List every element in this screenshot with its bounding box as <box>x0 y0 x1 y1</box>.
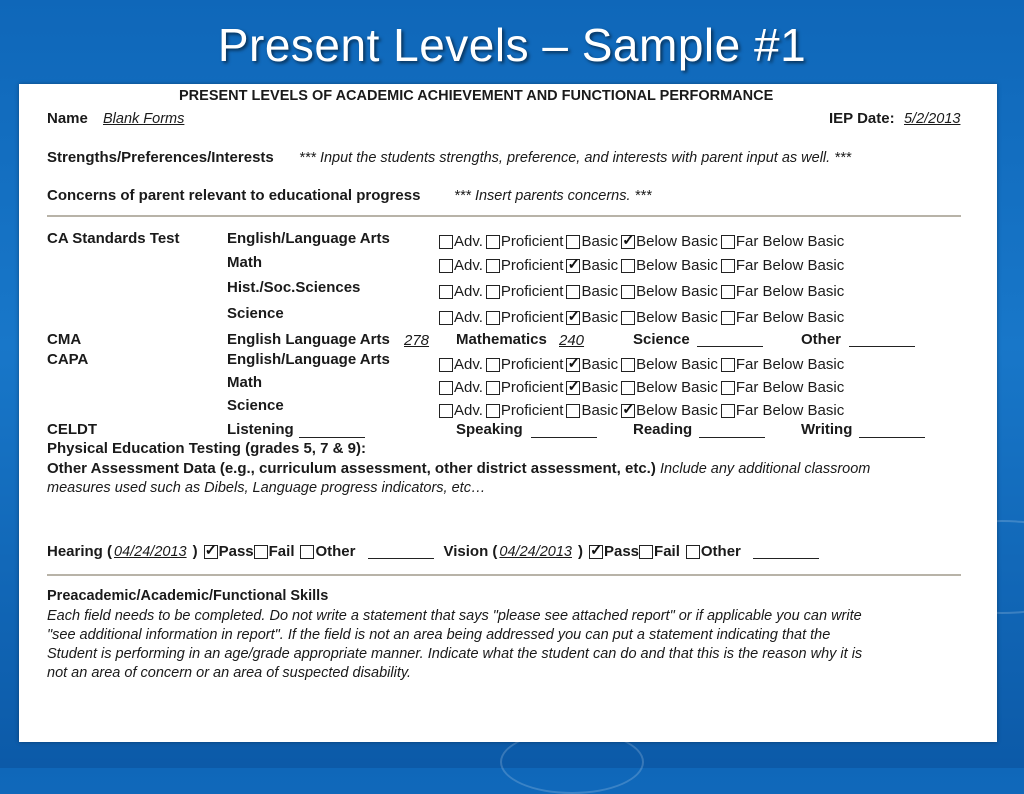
hearing-other-blank[interactable] <box>368 545 434 559</box>
rating-checkbox[interactable] <box>566 404 580 418</box>
name-value[interactable]: Blank Forms <box>103 111 185 127</box>
strengths-label: Strengths/Preferences/Interests <box>47 149 274 166</box>
rating-checkbox[interactable] <box>721 285 735 299</box>
cma-other-label: Other <box>801 331 842 348</box>
vision-pass-checkbox[interactable] <box>589 545 603 559</box>
skills-line[interactable]: Student is performing in an age/grade appropriate manner. Indicate what the student can do and that this is the reason why it is <box>47 646 863 662</box>
rating-checkbox[interactable] <box>439 311 453 325</box>
vision-other-checkbox[interactable] <box>686 545 700 559</box>
celdt-reading-label: Reading <box>633 421 693 438</box>
cst-row-hist <box>439 283 847 300</box>
cma-label: CMA <box>47 331 82 348</box>
vision-close: ) <box>577 543 583 560</box>
rating-checkbox[interactable] <box>439 381 453 395</box>
rating-option-label: Basic <box>581 402 619 419</box>
rating-checkbox[interactable] <box>439 285 453 299</box>
rating-option-label: Below Basic <box>636 257 718 274</box>
hearing-fail-label: Fail <box>268 543 295 560</box>
celdt-listening-label: Listening <box>227 421 294 438</box>
rating-option-label: Below Basic <box>636 233 718 250</box>
rating-option-label: Basic <box>581 257 619 274</box>
rating-checkbox[interactable] <box>621 235 635 249</box>
rating-checkbox[interactable] <box>486 358 500 372</box>
rating-option-label: Far Below Basic <box>735 233 845 250</box>
rating-option-label: Basic <box>581 283 619 300</box>
vision-other-blank[interactable] <box>753 545 819 559</box>
cma-science-blank[interactable] <box>697 333 763 347</box>
cma-math-label: Mathematics <box>456 331 547 348</box>
rating-option-label: Far Below Basic <box>735 283 845 300</box>
rating-option-label: Adv. <box>454 233 483 250</box>
rating-option-label: Far Below Basic <box>735 257 845 274</box>
rating-checkbox[interactable] <box>566 381 580 395</box>
rating-option-label: Proficient <box>500 233 564 250</box>
rating-checkbox[interactable] <box>486 311 500 325</box>
rating-checkbox[interactable] <box>721 259 735 273</box>
capa-row-math <box>439 379 847 396</box>
hearing-vision-row <box>47 543 819 560</box>
hearing-fail-checkbox[interactable] <box>254 545 268 559</box>
hearing-close: ) <box>192 543 198 560</box>
capa-row-ela <box>439 356 847 373</box>
vision-fail-checkbox[interactable] <box>639 545 653 559</box>
vision-label: Vision ( <box>443 543 498 560</box>
rating-checkbox[interactable] <box>486 285 500 299</box>
rating-option-label: Proficient <box>500 402 564 419</box>
slide-title: Present Levels – Sample #1 <box>217 19 807 71</box>
rating-option-label: Below Basic <box>636 356 718 373</box>
rating-checkbox[interactable] <box>566 259 580 273</box>
celdt-reading-blank[interactable] <box>699 424 765 438</box>
vision-fail-label: Fail <box>654 543 680 560</box>
rating-option-label: Proficient <box>500 309 564 326</box>
capa-row-science <box>439 402 847 419</box>
rating-option-label: Far Below Basic <box>735 356 845 373</box>
divider <box>47 574 961 576</box>
rating-option-label: Below Basic <box>636 309 718 326</box>
rating-checkbox[interactable] <box>566 285 580 299</box>
cst-label: CA Standards Test <box>47 230 180 247</box>
cst-subject: English/Language Arts <box>227 230 390 247</box>
rating-checkbox[interactable] <box>621 404 635 418</box>
rating-checkbox[interactable] <box>721 358 735 372</box>
cma-other-blank[interactable] <box>849 333 915 347</box>
rating-checkbox[interactable] <box>486 259 500 273</box>
capa-subject: English/Language Arts <box>227 351 390 368</box>
rating-checkbox[interactable] <box>566 358 580 372</box>
other-assessment-label: Other Assessment Data (e.g., curriculum assessment, other district assessment, etc.) <box>47 460 656 477</box>
hearing-other-label: Other <box>315 543 356 560</box>
rating-option-label: Basic <box>581 379 619 396</box>
divider <box>47 215 961 217</box>
hearing-pass-label: Pass <box>218 543 254 560</box>
rating-option-label: Below Basic <box>636 283 718 300</box>
rating-option-label: Basic <box>581 309 619 326</box>
rating-checkbox[interactable] <box>721 311 735 325</box>
rating-checkbox[interactable] <box>621 358 635 372</box>
rating-option-label: Basic <box>581 233 619 250</box>
cma-math-value[interactable]: 240 <box>559 332 585 349</box>
rating-option-label: Proficient <box>500 283 564 300</box>
hearing-date[interactable]: 04/24/2013 <box>114 543 187 560</box>
rating-option-label: Proficient <box>500 257 564 274</box>
rating-checkbox[interactable] <box>621 381 635 395</box>
capa-subject: Math <box>227 374 262 391</box>
celdt-listening-blank[interactable] <box>299 424 365 438</box>
vision-pass-label: Pass <box>603 543 640 560</box>
hearing-other-checkbox[interactable] <box>300 545 314 559</box>
rating-option-label: Far Below Basic <box>735 309 845 326</box>
rating-checkbox[interactable] <box>439 259 453 273</box>
capa-label: CAPA <box>47 351 89 368</box>
rating-checkbox[interactable] <box>486 235 500 249</box>
pe-testing-label: Physical Education Testing (grades 5, 7 & 9): <box>47 440 366 457</box>
rating-option-label: Proficient <box>500 379 564 396</box>
name-label: Name <box>47 110 88 127</box>
vision-other-label: Other <box>700 543 741 560</box>
rating-option-label: Adv. <box>454 356 483 373</box>
hearing-pass-checkbox[interactable] <box>204 545 218 559</box>
skills-label: Preacademic/Academic/Functional Skills <box>47 588 329 604</box>
rating-option-label: Adv. <box>454 283 483 300</box>
rating-checkbox[interactable] <box>721 381 735 395</box>
rating-checkbox[interactable] <box>439 235 453 249</box>
other-assessment-text[interactable]: Include any additional classroom <box>660 461 871 477</box>
rating-option-label: Adv. <box>454 379 483 396</box>
iep-date-label: IEP Date: <box>829 110 895 127</box>
rating-option-label: Adv. <box>454 257 483 274</box>
cma-science-label: Science <box>633 331 690 348</box>
skills-line[interactable]: Each field needs to be completed. Do not write a statement that says "please see attached report" or if applicable you can write <box>47 608 862 624</box>
rating-option-label: Basic <box>581 356 619 373</box>
rating-checkbox[interactable] <box>721 235 735 249</box>
rating-checkbox[interactable] <box>621 259 635 273</box>
rating-checkbox[interactable] <box>721 404 735 418</box>
capa-subject: Science <box>227 397 284 414</box>
iep-date-value[interactable]: 5/2/2013 <box>904 111 961 127</box>
rating-checkbox[interactable] <box>439 404 453 418</box>
vision-date[interactable]: 04/24/2013 <box>499 543 572 560</box>
other-assessment <box>47 460 870 477</box>
rating-checkbox[interactable] <box>486 404 500 418</box>
other-assessment-text-cont[interactable]: measures used such as Dibels, Language progress indicators, etc… <box>47 480 486 496</box>
concerns-label: Concerns of parent relevant to educational progress <box>47 187 421 204</box>
rating-checkbox[interactable] <box>621 311 635 325</box>
rating-option-label: Far Below Basic <box>735 402 845 419</box>
celdt-writing-blank[interactable] <box>859 424 925 438</box>
rating-checkbox[interactable] <box>439 358 453 372</box>
cst-row-ela <box>439 233 847 250</box>
skills-line[interactable]: not an area of concern or an area of suspected disability. <box>47 665 412 681</box>
rating-option-label: Below Basic <box>636 379 718 396</box>
cst-subject: Science <box>227 305 284 322</box>
rating-option-label: Proficient <box>500 356 564 373</box>
cst-subject: Hist./Soc.Sciences <box>227 279 361 296</box>
skills-line[interactable]: "see additional information in report". If the field is not an area being addressed you can put a statement indicating that the <box>47 627 831 643</box>
cst-subject: Math <box>227 254 262 271</box>
cma-ela-value[interactable]: 278 <box>404 332 430 349</box>
rating-option-label: Far Below Basic <box>735 379 845 396</box>
form-header: PRESENT LEVELS OF ACADEMIC ACHIEVEMENT AND FUNCTIONAL PERFORMANCE <box>179 88 774 104</box>
celdt-label: CELDT <box>47 421 97 438</box>
cst-row-science <box>439 309 847 326</box>
cma-ela-label: English Language Arts <box>227 331 390 348</box>
rating-checkbox[interactable] <box>566 311 580 325</box>
strengths-text[interactable]: *** Input the students strengths, preference, and interests with parent input as well. *** <box>299 150 852 166</box>
rating-option-label: Adv. <box>454 402 483 419</box>
rating-checkbox[interactable] <box>486 381 500 395</box>
iep-form-document <box>19 84 997 742</box>
rating-option-label: Adv. <box>454 309 483 326</box>
rating-checkbox[interactable] <box>621 285 635 299</box>
hearing-label: Hearing ( <box>47 543 113 560</box>
rating-checkbox[interactable] <box>566 235 580 249</box>
celdt-speaking-label: Speaking <box>456 421 523 438</box>
cst-row-math <box>439 257 847 274</box>
celdt-speaking-blank[interactable] <box>531 424 597 438</box>
celdt-writing-label: Writing <box>801 421 853 438</box>
rating-option-label: Below Basic <box>636 402 718 419</box>
concerns-text[interactable]: *** Insert parents concerns. *** <box>454 188 652 204</box>
